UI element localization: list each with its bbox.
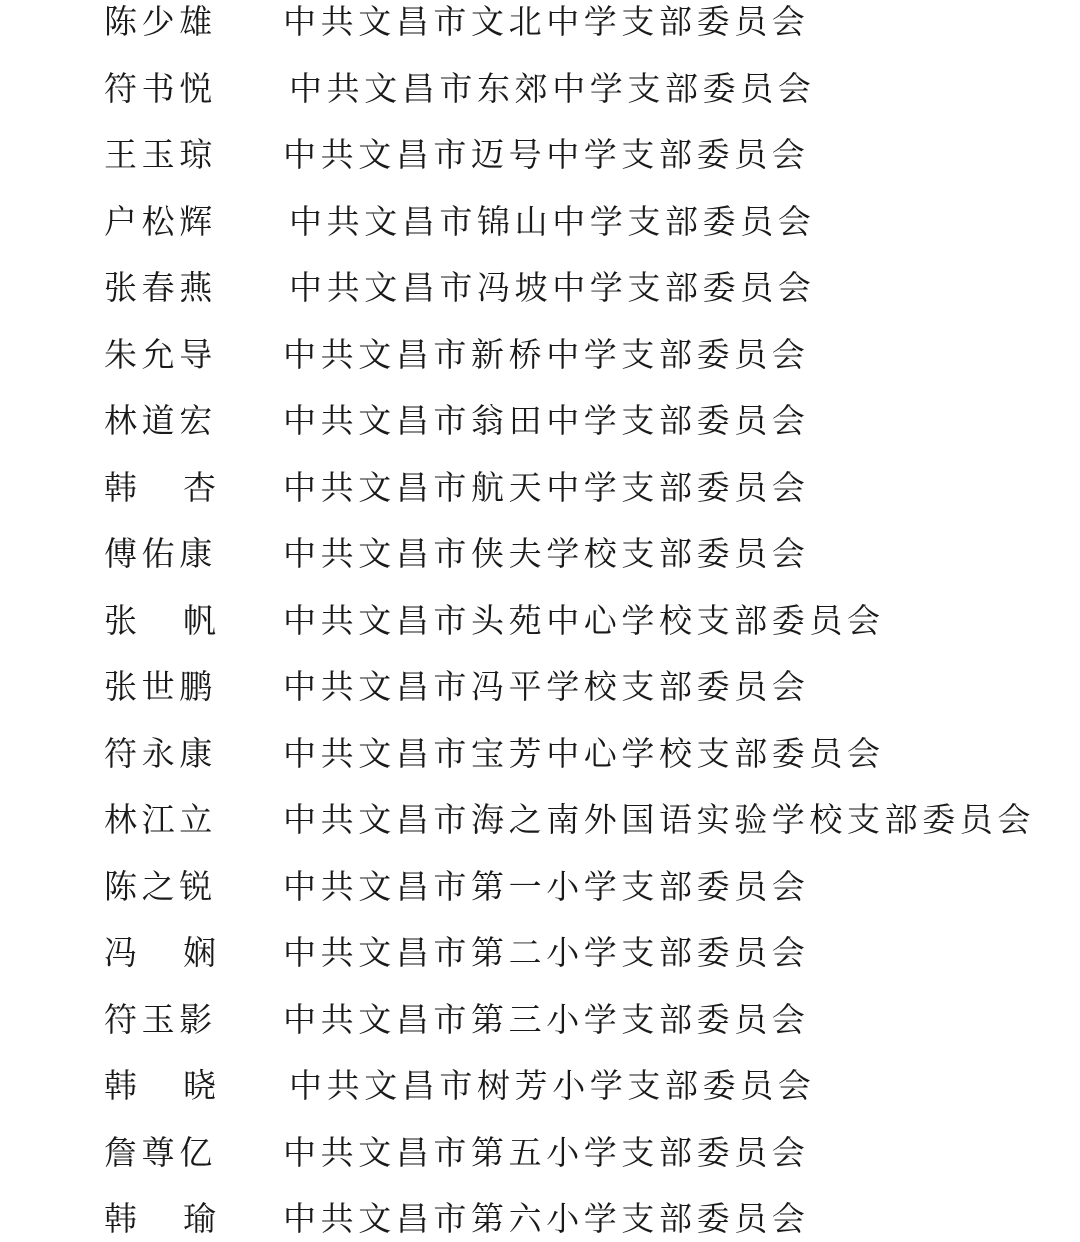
list-item xyxy=(0,1042,1080,1109)
member-surname: 冯 xyxy=(104,933,137,972)
member-given-name: 晓 xyxy=(183,1066,216,1105)
list-item xyxy=(0,843,1080,910)
list-item xyxy=(0,909,1080,976)
member-name: 陈之锐 xyxy=(104,866,217,906)
list-item xyxy=(0,1175,1080,1242)
member-name xyxy=(104,1064,216,1108)
party-branch-name: 中共文昌市第六小学支部委员会 xyxy=(283,1199,810,1238)
party-branch-name: 中共文昌市头苑中心学校支部委员会 xyxy=(283,600,885,640)
list-item xyxy=(0,710,1080,777)
party-branch-name: 中共文昌市第二小学支部委员会 xyxy=(283,933,810,972)
list-item xyxy=(0,45,1080,112)
party-branch-name: 中共文昌市侠夫学校支部委员会 xyxy=(283,534,810,573)
member-name: 陈少雄 xyxy=(104,2,217,41)
party-branch-name: 中共文昌市海之南外国语实验学校支部委员会 xyxy=(283,800,1035,839)
member-given-name: 娴 xyxy=(183,933,216,972)
list-item xyxy=(0,1109,1080,1176)
member-name: 詹尊亿 xyxy=(104,1132,217,1172)
party-branch-name: 中共文昌市冯平学校支部委员会 xyxy=(283,667,810,706)
party-branch-name: 中共文昌市第一小学支部委员会 xyxy=(283,866,810,906)
member-name: 符书悦 xyxy=(104,68,217,108)
member-name xyxy=(104,931,216,975)
member-name: 符玉影 xyxy=(104,999,217,1039)
member-surname: 张 xyxy=(104,600,137,640)
party-branch-name: 中共文昌市锦山中学支部委员会 xyxy=(289,201,816,241)
party-branch-name: 中共文昌市新桥中学支部委员会 xyxy=(283,334,810,374)
list-item xyxy=(0,643,1080,710)
member-name: 符永康 xyxy=(104,733,217,773)
party-branch-name: 中共文昌市树芳小学支部委员会 xyxy=(289,1066,816,1105)
party-branch-name: 中共文昌市迈号中学支部委员会 xyxy=(283,135,810,174)
member-surname: 韩 xyxy=(104,1199,137,1238)
party-branch-name: 中共文昌市文北中学支部委员会 xyxy=(283,2,810,41)
member-name xyxy=(104,466,216,510)
list-item xyxy=(0,776,1080,843)
list-item xyxy=(0,244,1080,311)
party-branch-name: 中共文昌市冯坡中学支部委员会 xyxy=(289,268,816,307)
list-item xyxy=(0,377,1080,444)
member-given-name: 帆 xyxy=(183,600,216,640)
party-branch-name: 中共文昌市宝芳中心学校支部委员会 xyxy=(283,733,885,773)
list-item xyxy=(0,178,1080,245)
member-name: 傅佑康 xyxy=(104,534,217,573)
member-name: 林江立 xyxy=(104,800,217,839)
party-branch-name: 中共文昌市第五小学支部委员会 xyxy=(283,1132,810,1172)
member-given-name: 瑜 xyxy=(183,1199,216,1238)
member-name: 张春燕 xyxy=(104,268,217,307)
member-name: 王玉琼 xyxy=(104,135,217,174)
member-surname: 韩 xyxy=(104,467,137,507)
list-item xyxy=(0,577,1080,644)
list-item xyxy=(0,111,1080,178)
list-item xyxy=(0,976,1080,1043)
member-name: 林道宏 xyxy=(104,401,217,440)
list-item xyxy=(0,311,1080,378)
member-name: 张世鹏 xyxy=(104,667,217,706)
list-item xyxy=(0,444,1080,511)
member-name xyxy=(104,599,216,643)
party-branch-name: 中共文昌市第三小学支部委员会 xyxy=(283,999,810,1039)
list-item xyxy=(0,510,1080,577)
list-item xyxy=(0,0,1080,45)
member-name: 朱允导 xyxy=(104,334,217,374)
member-given-name: 杏 xyxy=(183,467,216,507)
member-surname: 韩 xyxy=(104,1066,137,1105)
party-branch-name: 中共文昌市翁田中学支部委员会 xyxy=(283,401,810,440)
party-branch-name: 中共文昌市航天中学支部委员会 xyxy=(283,467,810,507)
member-name: 户松辉 xyxy=(104,201,217,241)
party-branch-name: 中共文昌市东郊中学支部委员会 xyxy=(289,68,816,108)
member-name xyxy=(104,1197,216,1241)
